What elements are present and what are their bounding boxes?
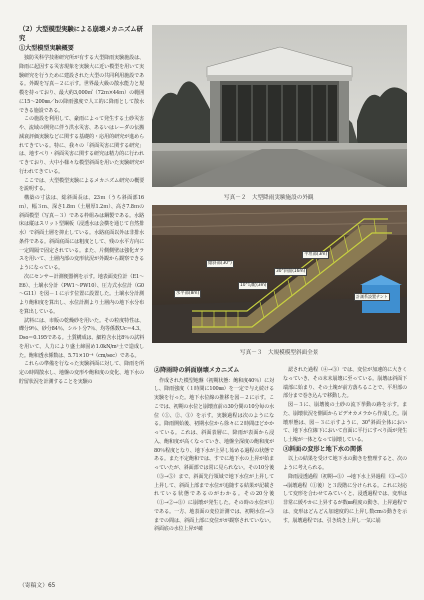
paragraph: これらの準備を行なった実験斜面に対して、降雨を所定の時間散水し、地盤の変形や飽和度の変化、地下水の貯留状況を計測することを実験の (19, 361, 144, 385)
slope-label-top: 傾斜部(30°) (208, 261, 232, 266)
page-footer: （寄稿文）65 (19, 583, 56, 589)
slope-label-horizontal: 水平部(8m) (176, 291, 200, 296)
paragraph: 次にセンサー計測便器例を示す。地表面変位計（E1～E6）、土壌水分計（PW1～PW10）、圧力式水位計（G0～G11）を図－１に示す位置に設置した。土壌水分計測より飽和度を算出し、水位計測より土層内の地下水分布を算出している。 (19, 273, 144, 315)
facility-photo-illustration (152, 25, 407, 187)
paragraph: 図－３に、崩壊後の土砂の流下挙動の跡を示す。また、崩壊状況を側面からビデオカメラから作成した。崩壊形態は、図－３に示すように、30°斜面全体において、地下水位線下において直面に平行にすべり面が発生し土塊が一体となって崩壊している。 (283, 402, 407, 443)
model-slope-photo (152, 205, 407, 343)
paragraph: 試料には、市販の乾燥砂を用いた。その粒度特性は、礫分9％、砂分84％、シルト分7％、均等係数Uc＝4.3、Dso＝0.195である。土質構成は、細粒含水比8％の試料を用いて、人力により盛土締固め1.0kN/m³土で造成した。飽和透水係数は、5.71×10⁻⁴（cm/sec）である。 (19, 317, 144, 359)
facility-photo (152, 25, 407, 187)
middle-column (154, 366, 274, 534)
subsection-title: ③斜面の変形と地下水の関係 (283, 445, 363, 453)
photo-caption: 写真－３ 大規模模型斜面全景 (240, 350, 319, 356)
left-column (19, 25, 144, 387)
paragraph: 構築の寸法は、総斜面長は、23ｍ（うち斜面部16ｍ）、幅３ｍ、深さ1.8ｍ（土層厚1.2ｍ）、高さ7.8ｍの斜面模型（写真－３）である枠組みは鋼製である。水路床は縦はスリット型鋼板（浸透水は会横を通じて自然排水）で斜面土層を抑止している。水路底面以外は非排水条件である。斜面底面には粗度として、残の水平方向に一定間隔で固定されている。また、片側側壁は強化ガラスを用いて、土層内部の変形状況が外観から観察できるようになっている。 (19, 195, 144, 272)
section-title: （2）大型模型実験による崩壊メカニズム研究 (19, 25, 143, 42)
tent-label: 計測系設置テント (356, 294, 388, 299)
paragraph: 以上の結果を受けて地下水の動きを整理すると、次のように考えられる。 (283, 456, 407, 472)
paragraph: 作成された模型地盤（初期状態：飽和度40％）に対し、降雨強度（１時間に100㎜）を一定で与え続ける実験を行った。地下水位線の推移を図－２に示す。ここでは、初期の水位と崩壊直前の30分間の10分毎の水位（①、②、③）を示す。実験過程は次のようになる。降雨開始後、初期水位から徐々に２時間ほどかかっている。これは、斜面表層に、降雨が表面から浸入、飽和度が高くなっていき、地盤全深度の飽和度が80％程度となり、地下水が上昇し始める過程の状態である。また不定飽和では、すでに地下水の上昇が始まっていたが、斜面部では常に見られない。その10分後（③→⑤）まで、斜面先行領域で地下水位が上昇して上昇して、斜面上部まで水位が追随する結果が記載されている状態であるのがわかる。その20分後（①→②→③）に崩壊が発生した。その時の水位が①である。一方、地表面の変位計測では、初期水位→③までの間は、斜面上部に変位がが観察されていない。斜面底の水位上昇が確 (154, 377, 274, 533)
slope-label-30deg: 30°斜面(16m) (276, 269, 306, 274)
slope-label-flat: 平坦部(3m) (304, 252, 328, 257)
subsection-title: ①大型模型実験概要 (19, 44, 74, 52)
paragraph: 認された過程（④→③）では、変位が加速的に大きくなっていき、その末末崩壊に至っている。崩壊は斜面下端部に始まり、その土塊が前方落ちることで、平坦部の部分まで巻き込んで移動した。 (283, 367, 407, 400)
slope-label-10deg: 10°勾配(3m) (240, 283, 267, 288)
paragraph: 独防災科学技術研究所が有する大型降雨実験施設は、降雨に起因する災害現象を実験大に近い模型を用いて実験研究を行うために建設された大型の共同利用施設である。外観を写真－２に示す。世界最大級の散水能力と規模を持っており、最大約3,000㎡（72ｍ×44ｍ）の範囲に15～200㎜／hの降雨強度で人工的に降雨として散水できる施設である。 (19, 55, 144, 114)
subsection-title: ②降雨時の斜面崩壊メカニズム (154, 367, 240, 374)
paragraph: この施設を利用して、豪雨によって発生する土砂災害や、流域の開発に伴う洪水災害、あるいはレーダの伝搬減衰評価実験などに関する基礎的・応用的研究が進められてきている。特に、我々の「斜面災害に関する研究」は、地すべり・斜面災害に関する研究は精力的に行われてきており、大中小様々な模型斜面を用いた実験研究が行われてきている。 (19, 116, 144, 175)
paragraph: 降雨浸透過程（初期→③）→地下水上昇過程（③→⑤）→崩壊過程（①後）と３段階に分けられる。これに対応して変形を合わせてみていくと、浸透過程では、変形は非常に緩やかに上昇するが数㎜程度の動き、上昇過程では、変形はどんどん加速度的に上昇し数cmの動きを示す。崩壊過程では、引き続き上昇し一気に崩 (283, 473, 407, 524)
right-column (283, 366, 407, 525)
photo-caption: 写真－２ 大型降雨実験施設の外観 (224, 195, 314, 201)
paragraph: ここでは、大型模型実験によるメカニズム研究の概要を説明する。 (19, 177, 144, 193)
